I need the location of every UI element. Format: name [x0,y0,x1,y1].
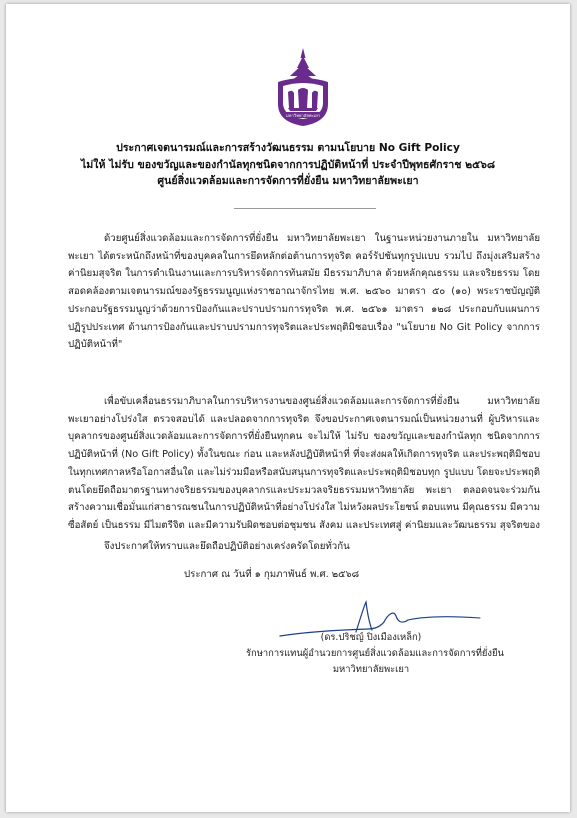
header-title-line-3: ศูนย์สิ่งแวดล้อมและการจัดการที่ยั่งยืน มหาวิทยาลัยพะเยา [157,175,419,187]
header-divider [234,208,376,209]
signer-position: รักษาการแทนผู้อำนวยการศูนย์สิ่งแวดล้อมและการจัดการที่ยั่งยืน [246,648,504,659]
university-seal-icon [272,48,334,128]
header-title-line-2: ไม่ให้ ไม่รับ ของขวัญและของกำนัลทุกชนิดจากการปฏิบัติหน้าที่ ประจำปีพุทธศักราช ๒๕๖๘ [80,158,496,171]
header-title-line-1: ประกาศเจตนารมณ์และการสร้างวัฒนธรรม ตามนโยบาย No Gift Policy [116,142,460,154]
body-paragraph-3: จึงประกาศให้ทราบและยึดถือปฏิบัติอย่างเคร่งครัดโดยทั่วกัน [104,541,350,552]
logo-wordmark: มหาวิทยาลัยพะเยา [286,113,320,118]
signature-block [246,630,504,678]
announcement-date: ประกาศ ณ วันที่ ๑ กุมภาพันธ์ พ.ศ. ๒๕๖๘ [184,569,360,580]
university-logo [272,48,334,128]
signer-name: (ดร.ปริชญ์ ปิงเมืองเหล็ก) [320,632,422,643]
signer-organization: มหาวิทยาลัยพะเยา [332,664,410,675]
body-paragraph-2: เพื่อขับเคลื่อนธรรมาภิบาลในการบริหารงานของศูนย์สิ่งแวดล้อมและการจัดการที่ยั่งยืน มหาวิทยาลัยพะเยาอย่างโปร่งใส ตรวจสอบได้ และปลอดจากการทุจริต จึงขอประกาศเจตนารมณ์เป็นหน่วยงานที่ ผู้บริหารและบุคลากรของศูนย์สิ่งแวดล้อมและการจัดการที่ยั่งยืนทุกคน จะไม่ให้ ไม่รับ ของขวัญและของกำนัลทุก ชนิดจากการปฏิบัติหน้าที่ (No Gift Policy) ทั้งในขณะ ก่อน และหลังปฏิบัติหน้าที่ ที่จะส่งผลให้เกิดการทุจริต และประพฤติมิชอบ ในทุกเทศกาลหรือโอกาสอื่นใด และไม่ร่วมมือหรือสนับสนุนการทุจริตและประพฤติมิชอบทุก รูปแบบ โดยจะประพฤติตนโดยยึดถือมาตรฐานทางจริยธรรมของบุคลากรและประมวลจริยธรรมมหาวิทยาลัย พะเยา ตลอดจนจะร่วมกันสร้างความเชื่อมั่นแก่สาธารณชนในการปฏิบัติหน้าที่อย่างโปร่งใส ไม่หวังผลประโยชน์ ตอบแทน มีคุณธรรม มีความ ซื่อสัตย์ เป็นธรรม มีไมตรีจิต และมีความรับผิดชอบต่อชุมชน สังคม และประเทศสู่ ค่านิยมและวัฒนธรรม สุจริตของ [68,396,540,531]
document-header [36,140,540,190]
announcement-page [6,4,570,812]
body-paragraph-1: ด้วยศูนย์สิ่งแวดล้อมและการจัดการที่ยั่งยืน มหาวิทยาลัยพะเยา ในฐานะหน่วยงานภายใน มหาวิทยาลัยพะเยา ได้ตระหนักถึงหน้าที่ของบุคคลในการยึดหลักต่อต้านการทุจริต คอร์รัปชันทุกรูปแบบ รวมไป ถึงมุ่งเสริมสร้างค่านิยมสุจริต ในการดำเนินงานและการบริหารจัดการทันสมัย มีธรรมาภิบาล ด้วยหลักคุณธรรม และจริยธรรม โดยสอดคล้องตามเจตนารมณ์ของรัฐธรรมนูญแห่งราชอาณาจักรไทย พ.ศ. ๒๕๖๐ มาตรา ๕๐ (๑๐) พระราชบัญญัติประกอบรัฐธรรมนูญว่าด้วยการป้องกันและปราบปรามการทุจริต พ.ศ. ๒๕๖๑ มาตรา ๑๒๘ ประกอบกับแผนการปฏิรูปประเทศ ด้านการป้องกันและปราบปรามการทุจริตและประพฤติมิชอบเรื่อง "นโยบาย No Git Policy จากการปฏิบัติหน้าที่" [68,233,540,351]
